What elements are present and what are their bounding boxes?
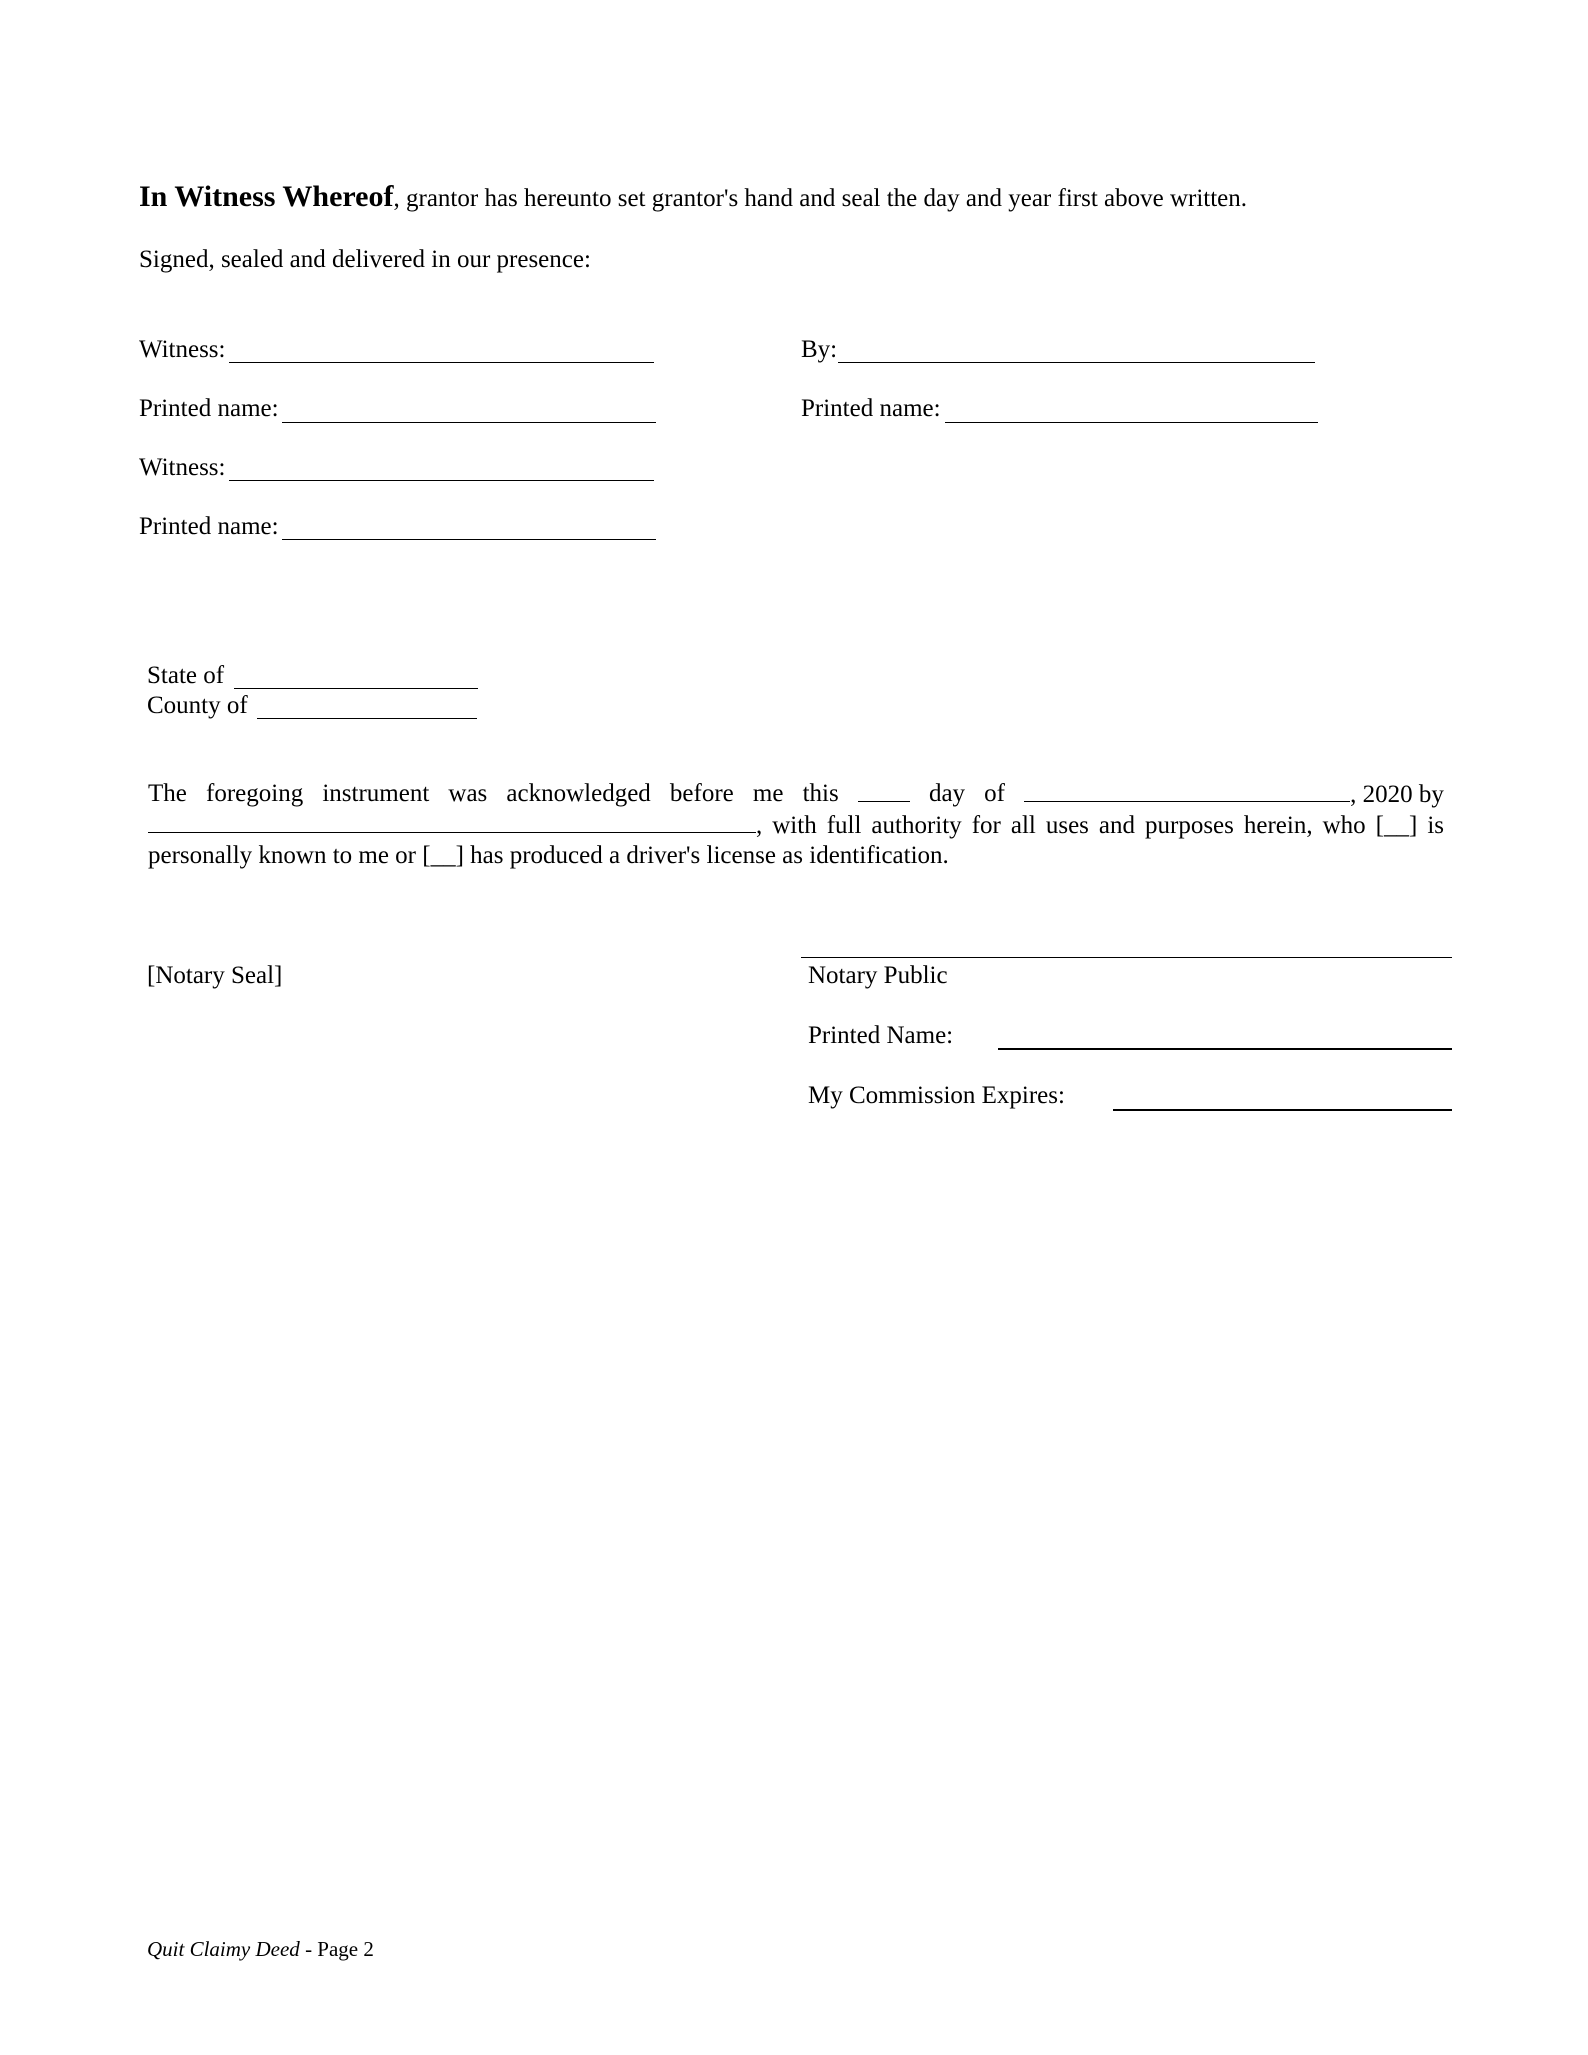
signed-sealed-line: Signed, sealed and delivered in our presence: [139, 246, 591, 273]
ack-word: of [984, 780, 1005, 807]
ack-line2-text: , with full authority for all uses and purposes herein, who [__] is [756, 812, 1444, 839]
witness2-printed-name-label: Printed name: [139, 513, 279, 540]
notary-signature-line[interactable] [801, 957, 1452, 958]
ack-word: foregoing [206, 780, 304, 807]
page-footer [147, 1937, 374, 1962]
county-of-line[interactable] [257, 718, 477, 719]
state-of-line[interactable] [234, 688, 478, 689]
witness-clause [139, 180, 1247, 214]
commission-expires-line[interactable] [1113, 1109, 1452, 1111]
footer-doc-title: Quit Claimy Deed [147, 1937, 300, 1961]
ack-word: me [752, 780, 784, 807]
acknowledgment-line-1 [148, 779, 1444, 810]
grantor-printed-name-label: Printed name: [801, 395, 941, 422]
ack-word: was [448, 780, 488, 807]
acknowledgment-line-3: personally known to me or [__] has produced a driver's license as identification. [148, 842, 949, 869]
county-of-label: County of [147, 692, 248, 719]
ack-month-group [1024, 779, 1444, 810]
ack-signer-blank[interactable] [148, 810, 756, 833]
witness1-label: Witness: [139, 336, 226, 363]
notary-public-label: Notary Public [808, 962, 948, 989]
ack-word: day [928, 780, 966, 807]
acknowledgment-paragraph [148, 779, 1444, 871]
notary-seal-label: [Notary Seal] [147, 962, 283, 989]
notary-printed-name-line[interactable] [998, 1048, 1452, 1050]
ack-word: before [669, 780, 734, 807]
notary-printed-name-label: Printed Name: [808, 1022, 954, 1049]
grantor-signature-line[interactable] [838, 362, 1315, 363]
witness2-signature-line[interactable] [229, 480, 654, 481]
ack-year-text: , 2020 by [1350, 781, 1444, 808]
witness2-printed-name-line[interactable] [282, 539, 656, 540]
ack-month-blank[interactable] [1024, 779, 1350, 802]
grantor-printed-name-line[interactable] [945, 422, 1318, 423]
ack-day-blank[interactable] [858, 779, 910, 802]
ack-word: The [148, 780, 187, 807]
witness1-signature-line[interactable] [229, 362, 654, 363]
witness1-printed-name-line[interactable] [282, 422, 656, 423]
ack-word: instrument [322, 780, 430, 807]
witness2-label: Witness: [139, 454, 226, 481]
state-of-label: State of [147, 662, 225, 689]
witness-clause-text: , grantor has hereunto set grantor's hand and seal the day and year first above written. [393, 185, 1248, 212]
ack-word: this [802, 780, 839, 807]
ack-word: acknowledged [506, 780, 651, 807]
grantor-by-label: By: [801, 336, 838, 363]
footer-page-number: - Page 2 [299, 1937, 374, 1961]
acknowledgment-line-2 [148, 810, 1444, 841]
commission-expires-label: My Commission Expires: [808, 1082, 1065, 1109]
witness1-printed-name-label: Printed name: [139, 395, 279, 422]
witness-clause-lead: In Witness Whereof [139, 180, 394, 213]
